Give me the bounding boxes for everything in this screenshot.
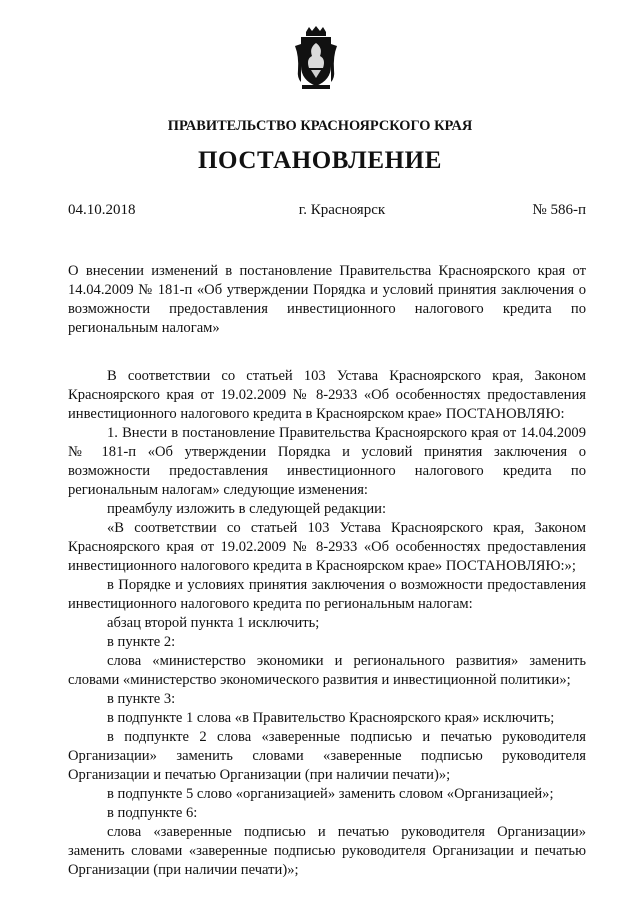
body-paragraph: В соответствии со статьей 103 Устава Красноярского края, Законом Красноярского края от 19.02.2009 № 8-2933 «Об особенностях предоставления инвестиционного налогового кредита в Красноярском крае» ПОСТАНОВЛЯЮ: [68,368,586,422]
document-city: г. Красноярск [298,202,386,218]
document-meta-row [68,202,586,219]
body-paragraph: преамбулу изложить в следующей редакции: [107,501,387,517]
body-paragraph: 1. Внести в постановление Правительства Красноярского края от 14.04.2009 № 181-п «Об утверждении Порядка и условий принятия заключения о возможности предоставления инвестиционного налогового кредита по региональным налогам» следующие изменения: [68,425,586,498]
body-paragraph: в пункте 2: [107,634,176,650]
body-paragraph: в подпункте 2 слова «заверенные подписью и печатью руководителя Организации» заменить словами «заверенные подписью руководителя Организации и печатью Организации (при наличии печати)»; [68,729,586,783]
body-paragraph: «В соответствии со статьей 103 Устава Красноярского края, Законом Красноярского края от 19.02.2009 № 8-2933 «Об особенностях предоставления инвестиционного налогового кредита в Красноярском крае» ПОСТАНОВЛЯЮ:»; [68,520,586,574]
body-paragraph: слова «министерство экономики и регионального развития» заменить словами «министерство экономического развития и инвестиционной политики»; [68,653,586,688]
document-number: № 586-п [532,202,586,218]
coat-of-arms-icon [293,26,339,90]
body-paragraph: в подпункте 6: [107,805,198,821]
body-paragraph: в подпункте 1 слова «в Правительство Красноярского края» исключить; [107,710,555,726]
document-body [68,367,586,880]
document-date: 04.10.2018 [68,202,136,218]
government-title: ПРАВИТЕЛЬСТВО КРАСНОЯРСКОГО КРАЯ [167,118,473,134]
body-paragraph: абзац второй пункта 1 исключить; [107,615,320,631]
document-subject: О внесении изменений в постановление Правительства Красноярского края от 14.04.2009 № 181-п «Об утверждении Порядка и условий принятия заключения о возможности предоставления инвестиционного налогового кредита по региональным налогам» [68,263,586,336]
document-type-title: ПОСТАНОВЛЕНИЕ [197,147,443,174]
body-paragraph: в пункте 3: [107,691,176,707]
body-paragraph: слова «заверенные подписью и печатью руководителя Организации» заменить словами «заверенные подписью руководителя Организации и печатью Организации (при наличии печати)»; [68,824,586,878]
body-paragraph: в Порядке и условиях принятия заключения о возможности предоставления инвестиционного налогового кредита по региональным налогам: [68,577,586,612]
body-paragraph: в подпункте 5 слово «организацией» заменить словом «Организацией»; [107,786,554,802]
